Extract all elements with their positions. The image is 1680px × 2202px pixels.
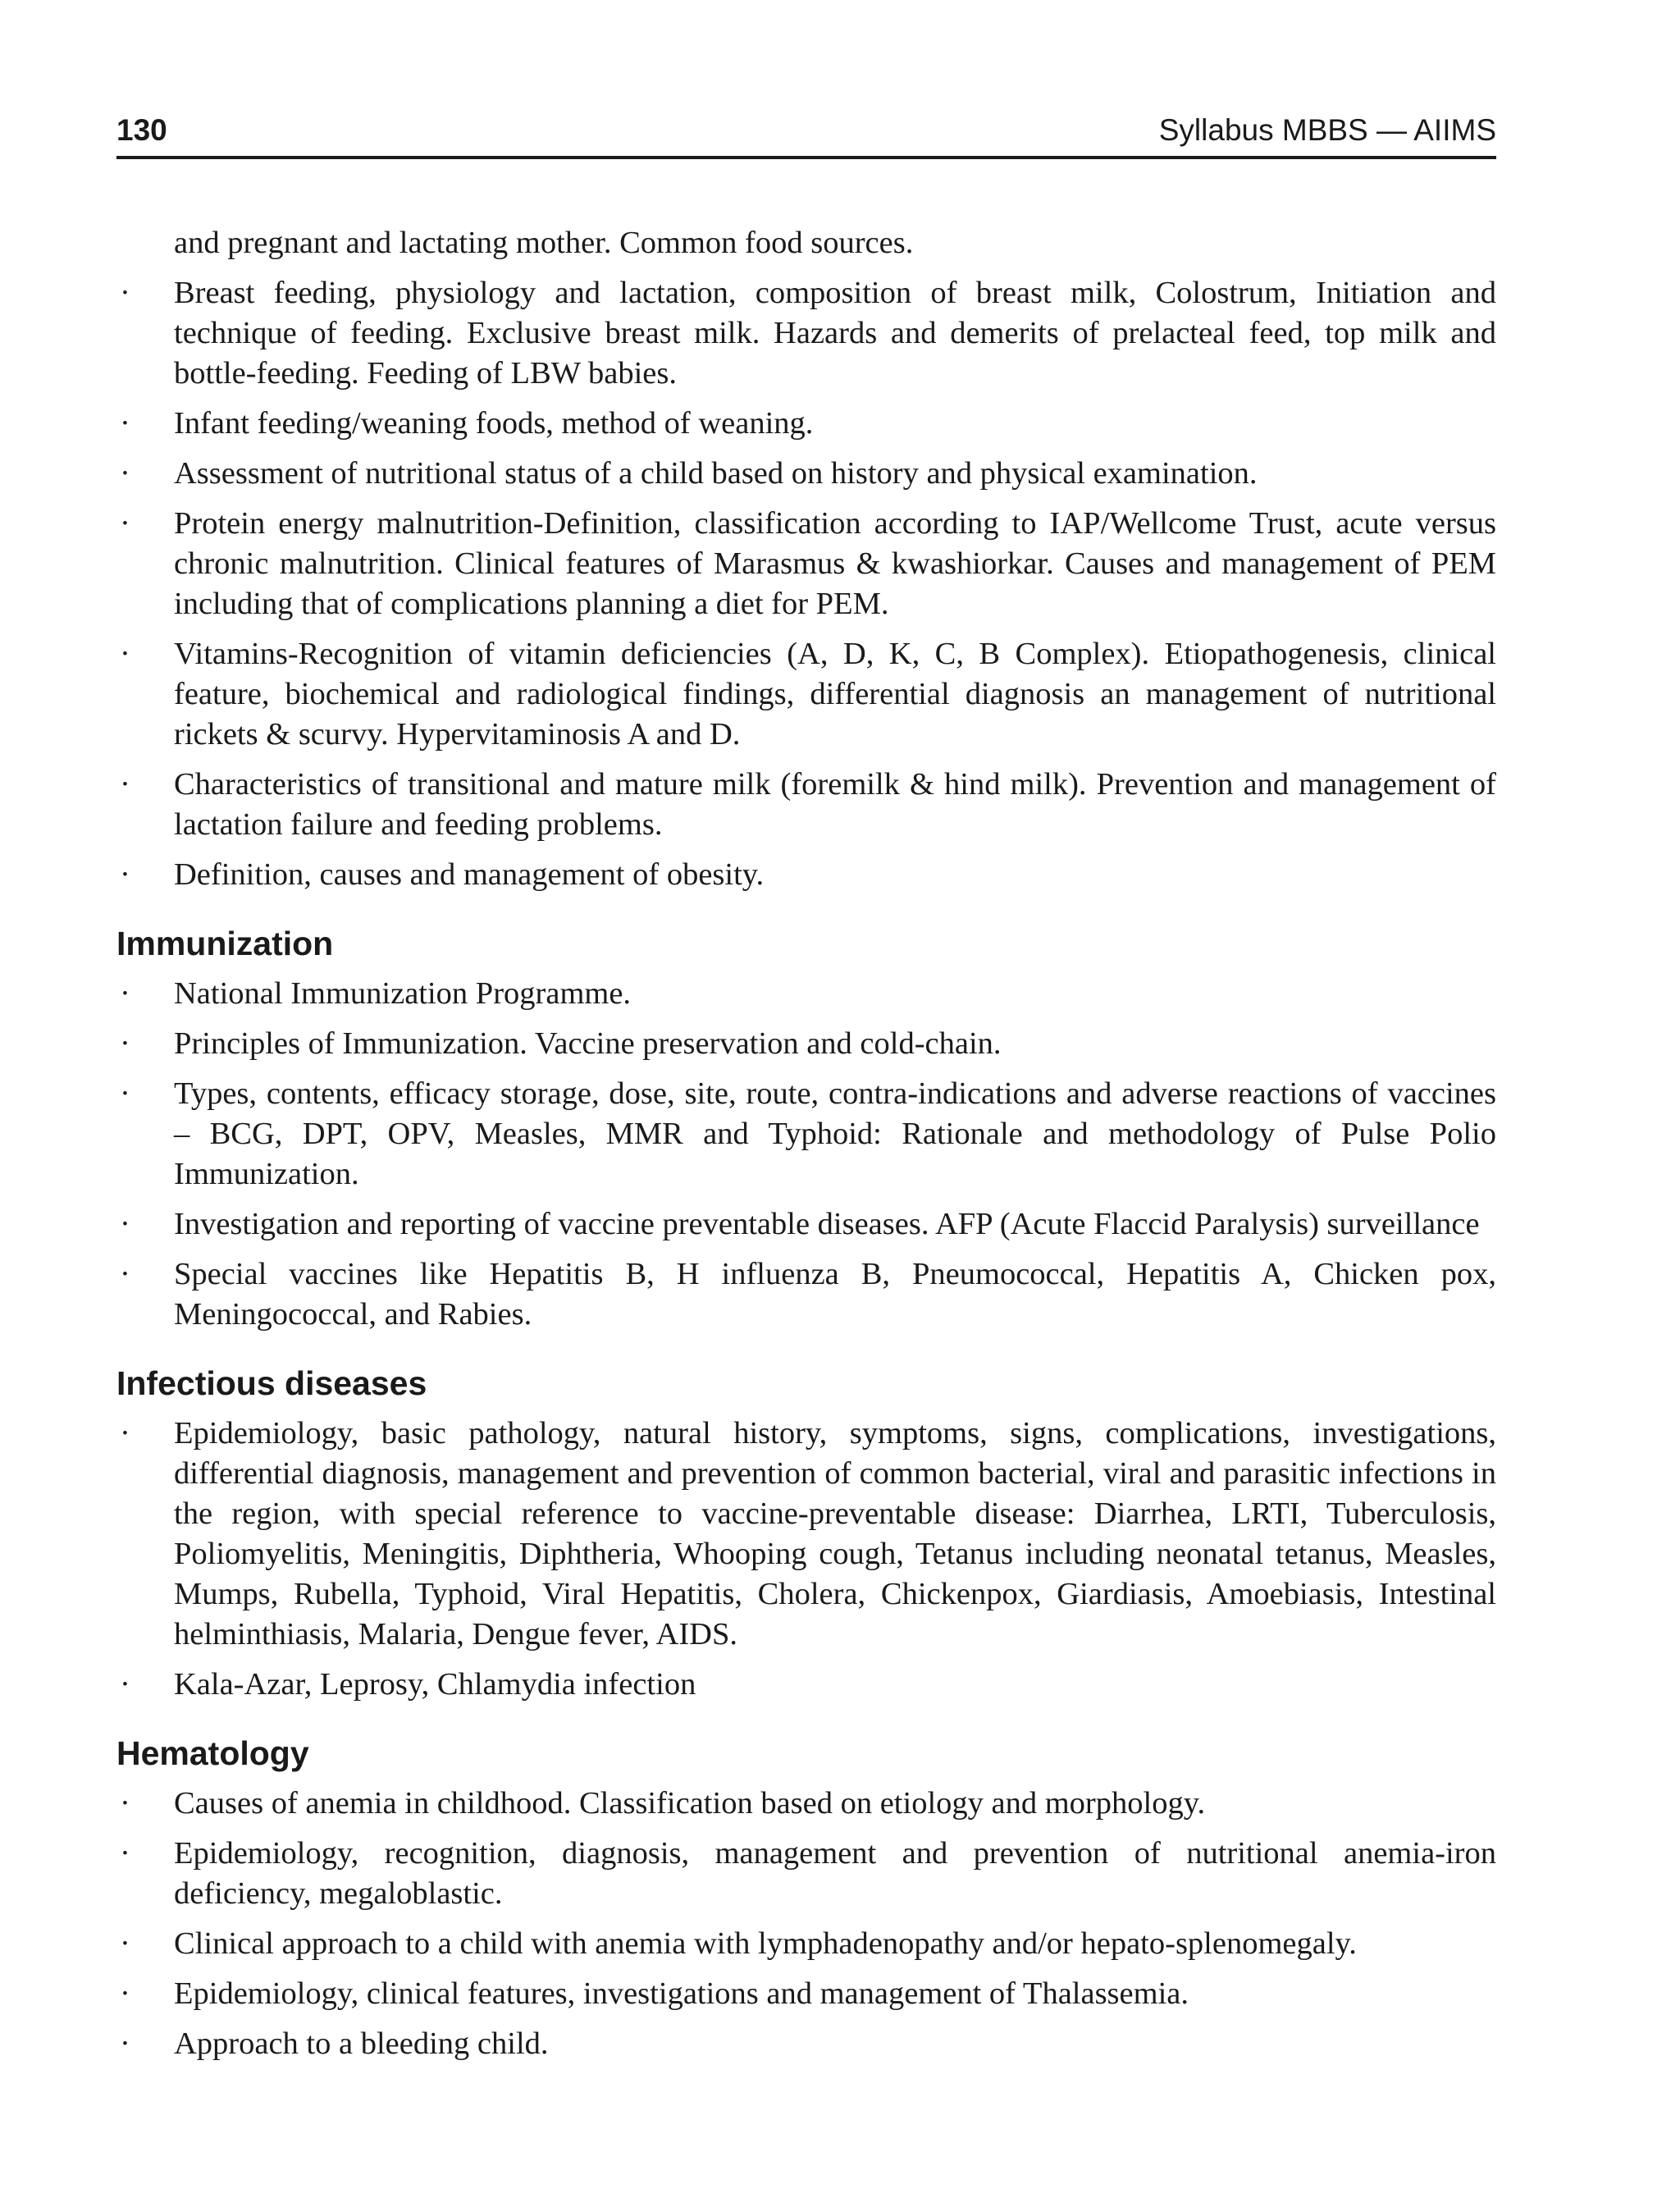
list-item-text: Vitamins-Recognition of vitamin deficiencies (A, D, K, C, B Complex). Etiopathogenesis, clinical feature, biochemical and radiological findings, differential diagnosis an management of nutritional rickets & scurvy. Hypervitaminosis A and D. xyxy=(174,637,1496,752)
list-item xyxy=(116,1204,1496,1245)
bullet-icon: · xyxy=(120,767,130,802)
list-item xyxy=(116,1665,1496,1705)
list-item xyxy=(116,1784,1496,1824)
bullet-icon: · xyxy=(120,637,130,671)
bullet-icon: · xyxy=(120,857,130,892)
list-item-text: Types, contents, efficacy storage, dose, site, route, contra-indications and adverse reactions of vaccines – BCG, DPT, OPV, Measles, MMR and Typhoid: Rationale and methodology of Pulse Polio Immunization. xyxy=(174,1076,1496,1191)
bullet-icon: · xyxy=(120,1416,130,1450)
list-item xyxy=(116,765,1496,845)
list-item xyxy=(116,454,1496,494)
list-item xyxy=(116,1974,1496,2014)
bullet-icon: · xyxy=(120,1786,130,1821)
infectious-list xyxy=(116,1414,1496,1705)
section-heading-immunization: Immunization xyxy=(116,925,334,962)
list-item-text: Approach to a bleeding child. xyxy=(174,2026,549,2061)
list-item-text: Epidemiology, clinical features, investigations and management of Thalassemia. xyxy=(174,1976,1189,2011)
page-number: 130 xyxy=(116,113,167,147)
list-item-text: National Immunization Programme. xyxy=(174,976,632,1011)
bullet-icon: · xyxy=(120,1026,130,1061)
section-heading-hematology: Hematology xyxy=(116,1734,309,1772)
bullet-icon: · xyxy=(120,1667,130,1702)
list-item xyxy=(116,1074,1496,1195)
list-item-text: Kala-Azar, Leprosy, Chlamydia infection xyxy=(174,1667,696,1702)
list-item xyxy=(116,273,1496,394)
list-item xyxy=(116,634,1496,755)
list-item xyxy=(116,2024,1496,2064)
list-item xyxy=(116,1254,1496,1335)
list-item-text: Investigation and reporting of vaccine preventable diseases. AFP (Acute Flaccid Paralysis) surveillance xyxy=(174,1207,1480,1241)
bullet-icon: · xyxy=(120,276,130,310)
list-item-text: Infant feeding/weaning foods, method of weaning. xyxy=(174,406,814,441)
list-item-text: Epidemiology, recognition, diagnosis, management and prevention of nutritional anemia-iron deficiency, megaloblastic. xyxy=(174,1836,1496,1911)
list-item-text: Epidemiology, basic pathology, natural history, symptoms, signs, complications, investigations, differential diagnosis, management and prevention of common bacterial, viral and parasitic infections in the region, with special reference to vaccine-preventable disease: Diarrhea, LRTI, Tuberculosis, Poliomyelitis, Meningitis, Diphtheria, Whooping cough, Tetanus including neonatal tetanus, Measles, Mumps, Rubella, Typhoid, Viral Hepatitis, Cholera, Chickenpox, Giardiasis, Amoebiasis, Intestinal helminthiasis, Malaria, Dengue fever, AIDS. xyxy=(174,1416,1496,1652)
list-item xyxy=(116,404,1496,444)
section-heading-infectious-diseases: Infectious diseases xyxy=(116,1364,427,1402)
hematology-list xyxy=(116,1784,1496,2064)
page-content xyxy=(116,223,1496,2074)
bullet-icon: · xyxy=(120,506,130,541)
bullet-icon: · xyxy=(120,2026,130,2061)
nutrition-list xyxy=(116,273,1496,895)
list-item xyxy=(116,504,1496,624)
list-item-text: Assessment of nutritional status of a child based on history and physical examination. xyxy=(174,456,1258,491)
list-item-text: Causes of anemia in childhood. Classification based on etiology and morphology. xyxy=(174,1786,1206,1821)
list-item-text: Special vaccines like Hepatitis B, H influenza B, Pneumococcal, Hepatitis A, Chicken pox, Meningococcal, and Rabies. xyxy=(174,1257,1496,1332)
running-title: Syllabus MBBS — AIIMS xyxy=(1158,113,1496,147)
list-item-text: Principles of Immunization. Vaccine preservation and cold-chain. xyxy=(174,1026,1002,1061)
page-header xyxy=(116,107,1496,159)
immunization-list xyxy=(116,974,1496,1335)
bullet-icon: · xyxy=(120,1207,130,1241)
list-item-text: Characteristics of transitional and mature milk (foremilk & hind milk). Prevention and management of lactation failure and feeding problems. xyxy=(174,767,1496,842)
list-item xyxy=(116,1024,1496,1064)
list-item xyxy=(116,855,1496,895)
bullet-icon: · xyxy=(120,1976,130,2011)
list-item-text: Definition, causes and management of obesity. xyxy=(174,857,765,892)
continuation-text: and pregnant and lactating mother. Common food sources. xyxy=(174,226,914,260)
list-item-text: Protein energy malnutrition-Definition, classification according to IAP/Wellcome Trust, acute versus chronic malnutrition. Clinical features of Marasmus & kwashiorkar. Causes and management of PEM including that of complications planning a diet for PEM. xyxy=(174,506,1496,621)
bullet-icon: · xyxy=(120,456,130,491)
list-item xyxy=(116,1834,1496,1914)
bullet-icon: · xyxy=(120,1257,130,1291)
list-item-text: Breast feeding, physiology and lactation, composition of breast milk, Colostrum, Initiation and technique of feeding. Exclusive breast milk. Hazards and demerits of prelacteal feed, top milk and bottle-feeding. Feeding of LBW babies. xyxy=(174,276,1496,391)
list-item-text: Clinical approach to a child with anemia with lymphadenopathy and/or hepato-splenomegaly. xyxy=(174,1926,1357,1961)
bullet-icon: · xyxy=(120,1926,130,1961)
bullet-icon: · xyxy=(120,1836,130,1871)
list-item xyxy=(116,974,1496,1014)
bullet-icon: · xyxy=(120,406,130,441)
bullet-icon: · xyxy=(120,976,130,1011)
bullet-icon: · xyxy=(120,1076,130,1111)
list-item xyxy=(116,1924,1496,1964)
list-item xyxy=(116,1414,1496,1655)
